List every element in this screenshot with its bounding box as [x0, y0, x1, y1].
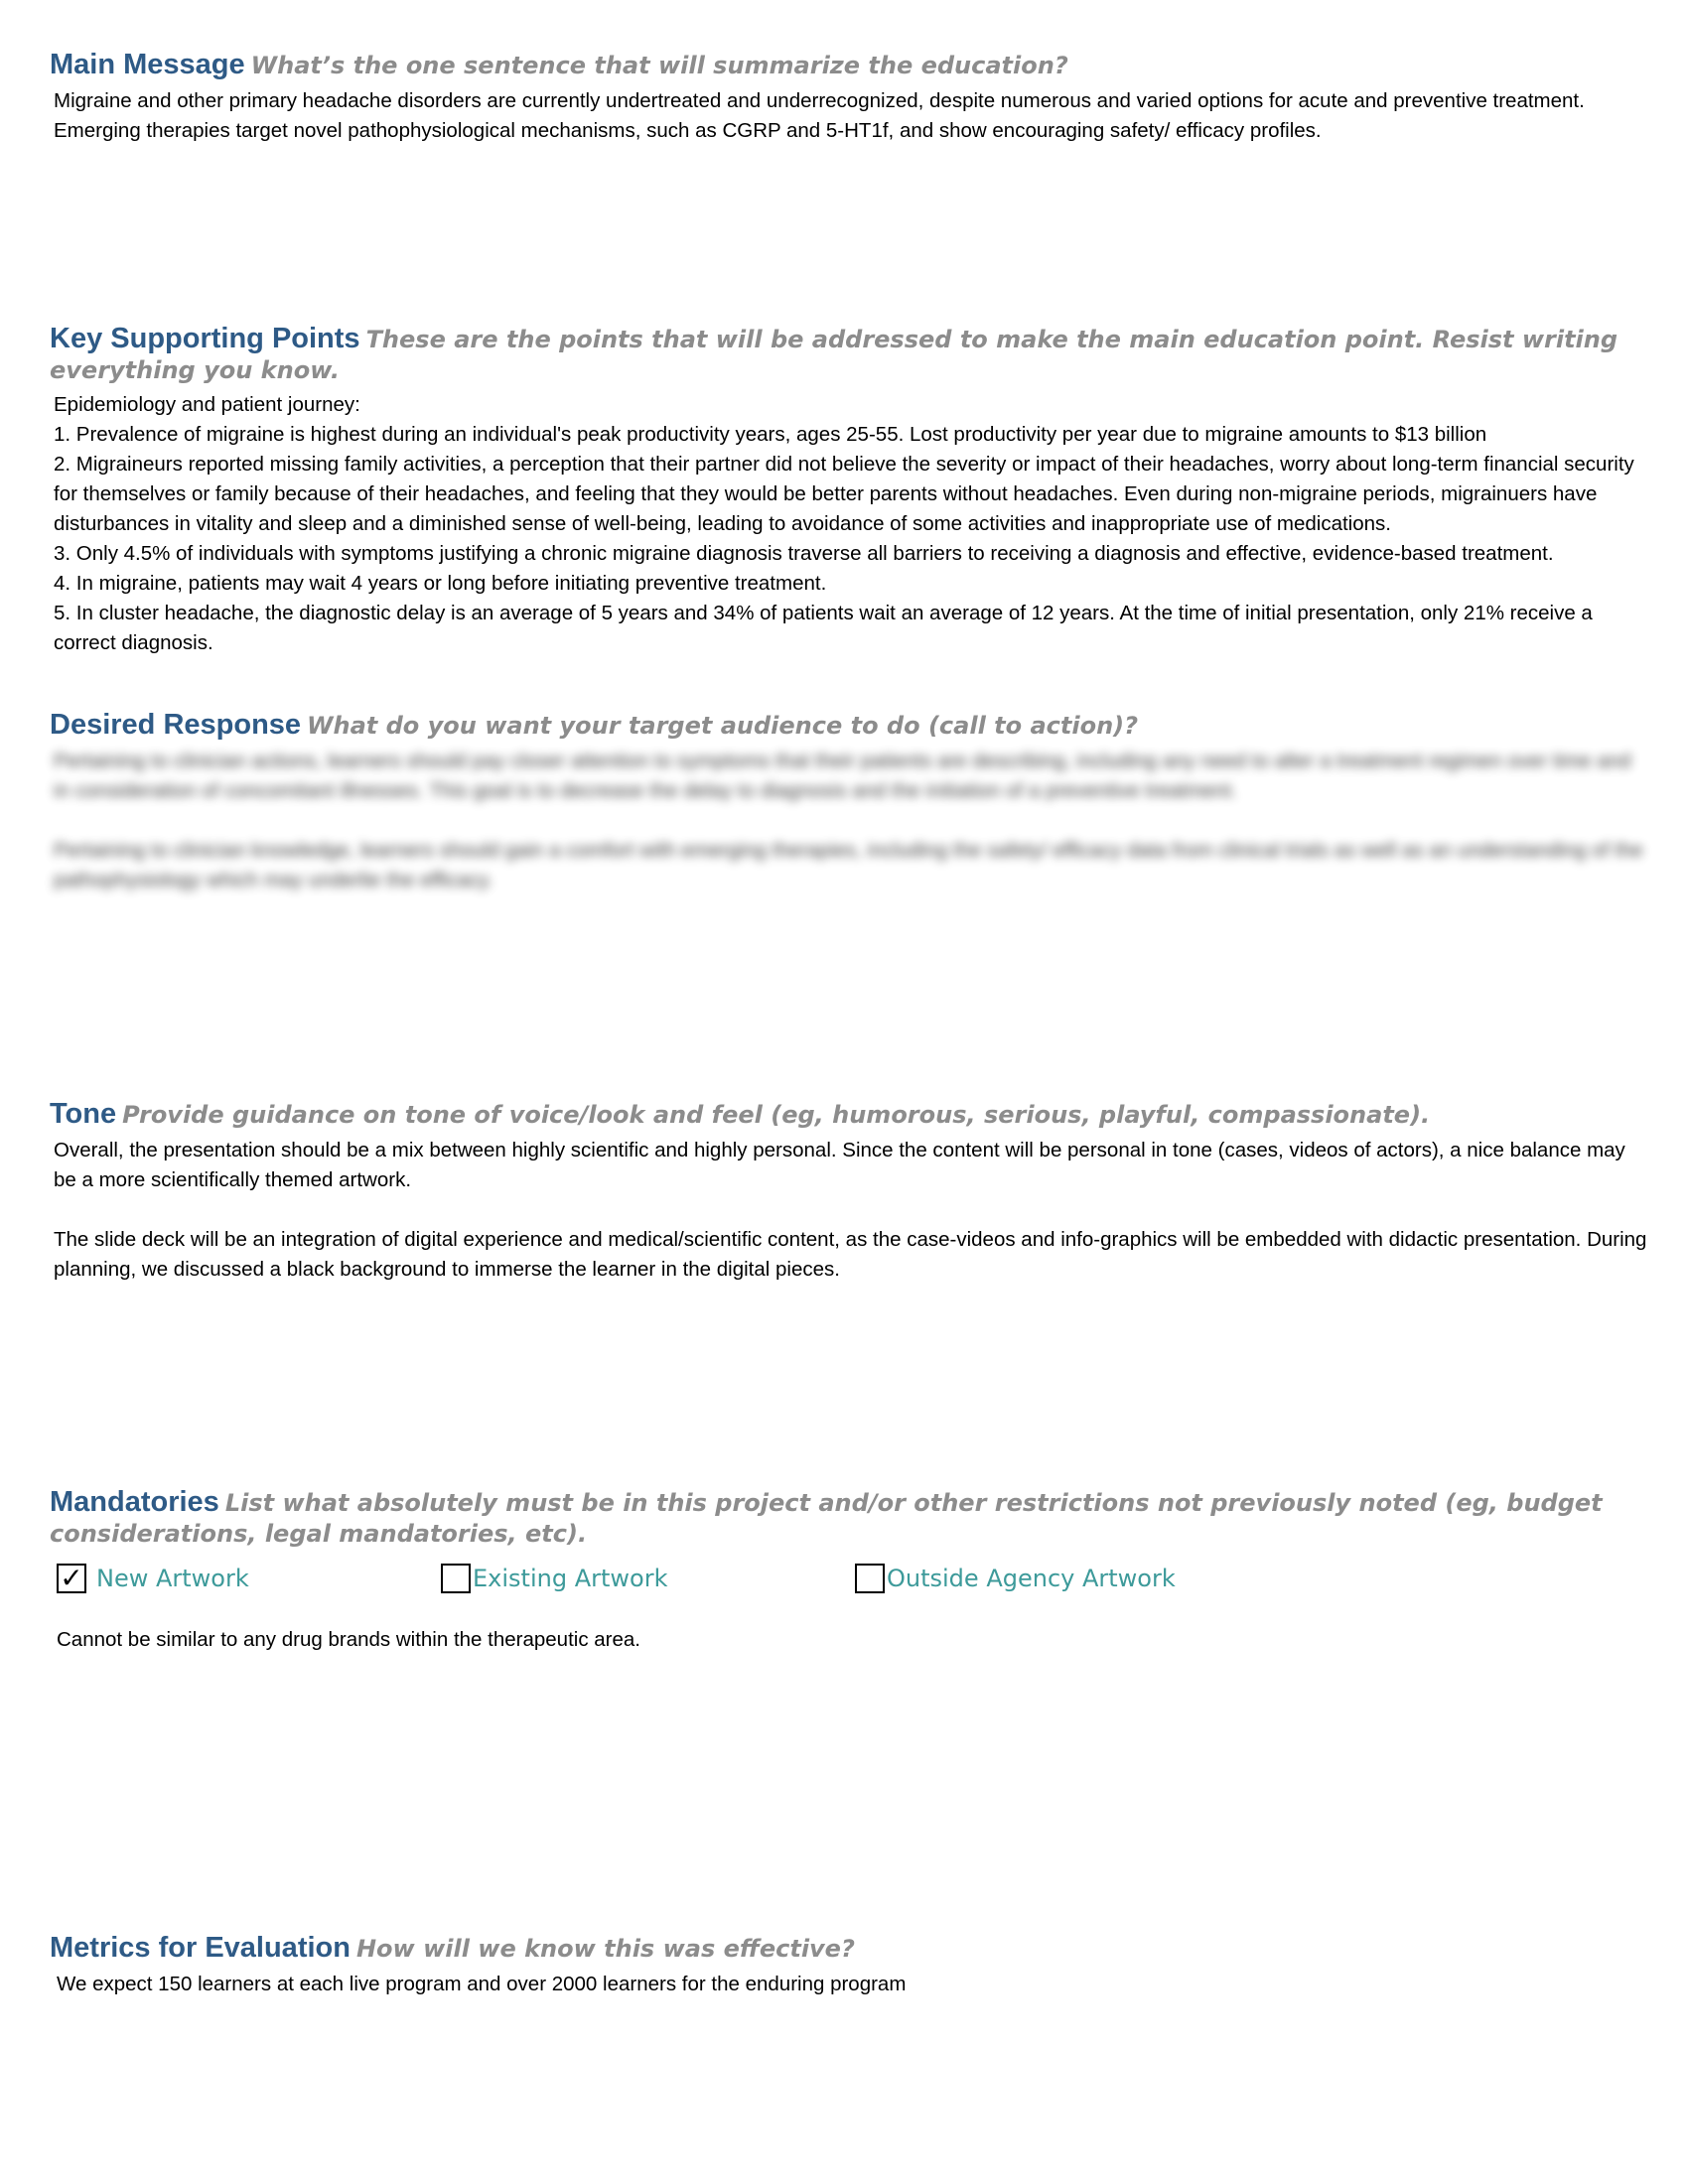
metrics-section	[50, 1931, 1648, 1999]
outside-agency-artwork-checkbox[interactable]	[855, 1564, 885, 1593]
metrics-title: Metrics for Evaluation	[50, 1932, 351, 1964]
tone-prompt: Provide guidance on tone of voice/look and feel (eg, humorous, serious, playful, compassionate).	[122, 1101, 1431, 1129]
existing-artwork-label: Existing Artwork	[473, 1564, 668, 1592]
desired-response-prompt: What do you want your target audience to do (call to action)?	[307, 712, 1139, 740]
mandatories-prompt: List what absolutely must be in this project and/or other restrictions not previously noted (eg, budget considerations, legal mandatories, etc).	[50, 1489, 1603, 1548]
mandatories-title: Mandatories	[50, 1486, 219, 1518]
new-artwork-checkbox[interactable]: ✓	[57, 1564, 86, 1593]
key-point-item: 4. In migraine, patients may wait 4 years or long before initiating preventive treatment.	[54, 571, 827, 595]
metrics-heading	[50, 1931, 1648, 1966]
outside-agency-artwork-label: Outside Agency Artwork	[887, 1564, 1176, 1592]
desired-response-title: Desired Response	[50, 709, 302, 741]
metrics-prompt: How will we know this was effective?	[355, 1935, 855, 1963]
new-artwork-label: New Artwork	[96, 1564, 249, 1592]
new-artwork-option[interactable]	[57, 1561, 249, 1594]
artwork-checkbox-group	[50, 1561, 1648, 1607]
key-point-item: 2. Migraineurs reported missing family activities, a perception that their partner did not believe the severity or impact of their headaches, worry about long-term financial security for themselves or family because of their headaches, and feeling that they would be better parents without headaches. Even during non-migraine periods, migrainuers have disturbances in vitality and sleep and a diminished sense of well-being, leading to avoidance of some activities and inappropriate use of medications.	[54, 452, 1634, 535]
tone-body	[54, 1136, 1648, 1285]
metrics-body	[57, 1970, 1648, 1999]
metrics-text: We expect 150 learners at each live program and over 2000 learners for the enduring program	[57, 1972, 907, 1995]
key-supporting-points-prompt: These are the points that will be addressed to make the main education point. Resist writing everything you know.	[50, 326, 1618, 384]
main-message-text: Migraine and other primary headache disorders are currently undertreated and underrecognized, despite numerous and varied options for acute and preventive treatment. Emerging therapies target novel pathophysiological mechanisms, such as CGRP and 5-HT1f, and show encouraging safety/ efficacy profiles.	[54, 88, 1585, 142]
key-point-item: 1. Prevalence of migraine is highest during an individual's peak productivity years, ages 25-55. Lost productivity per year due to migraine amounts to $13 billion	[54, 422, 1487, 446]
mandatories-heading	[50, 1485, 1648, 1550]
key-supporting-points-heading	[50, 322, 1648, 386]
desired-response-body	[54, 747, 1648, 895]
desired-response-section	[50, 708, 1648, 895]
key-point-item: 5. In cluster headache, the diagnostic delay is an average of 5 years and 34% of patients wait an average of 12 years. At the time of initial presentation, only 21% receive a correct diagnosis.	[54, 601, 1593, 654]
tone-title: Tone	[50, 1098, 117, 1130]
mandatories-section	[50, 1485, 1648, 1655]
mandatories-note: Cannot be similar to any drug brands within the therapeutic area.	[57, 1627, 641, 1651]
desired-response-paragraph: Pertaining to clinician actions, learners should pay closer attention to symptoms that their patients are describing, including any need to alter a treatment regimen over time and in consideration of concomitant illnesses. This goal is to decrease the delay to diagnosis and the initiation of a preventive treatment.	[54, 749, 1631, 802]
desired-response-heading	[50, 708, 1648, 743]
existing-artwork-option[interactable]	[441, 1564, 667, 1593]
main-message-heading	[50, 48, 1648, 82]
mandatories-body	[57, 1625, 1648, 1655]
tone-paragraph: The slide deck will be an integration of digital experience and medical/scientific content, as the case-videos and info-graphics will be embedded with didactic presentation. During planning, we discussed a black background to immerse the learner in the digital pieces.	[54, 1227, 1647, 1281]
key-point-item: 3. Only 4.5% of individuals with symptoms justifying a chronic migraine diagnosis traverse all barriers to receiving a diagnosis and effective, evidence-based treatment.	[54, 541, 1554, 565]
desired-response-paragraph: Pertaining to clinician knowledge, learners should gain a comfort with emerging therapies, including the safety/ efficacy data from clinical trials as well as an understanding of the pathophysiology which may underlie the efficacy.	[54, 838, 1643, 891]
main-message-section	[50, 48, 1648, 146]
main-message-body	[54, 86, 1648, 146]
main-message-title: Main Message	[50, 49, 245, 80]
key-supporting-points-title: Key Supporting Points	[50, 323, 360, 354]
main-message-prompt: What’s the one sentence that will summarize the education?	[250, 52, 1068, 79]
tone-heading	[50, 1097, 1648, 1132]
tone-paragraph: Overall, the presentation should be a mix between highly scientific and highly personal. Since the content will be personal in tone (cases, videos of actors), a nice balance may be a more scientifically themed artwork.	[54, 1138, 1625, 1191]
key-supporting-points-body	[54, 390, 1648, 658]
key-points-intro: Epidemiology and patient journey:	[54, 392, 360, 416]
outside-agency-artwork-option[interactable]	[855, 1564, 1176, 1593]
tone-section	[50, 1097, 1648, 1285]
existing-artwork-checkbox[interactable]	[441, 1564, 471, 1593]
key-supporting-points-section	[50, 322, 1648, 658]
